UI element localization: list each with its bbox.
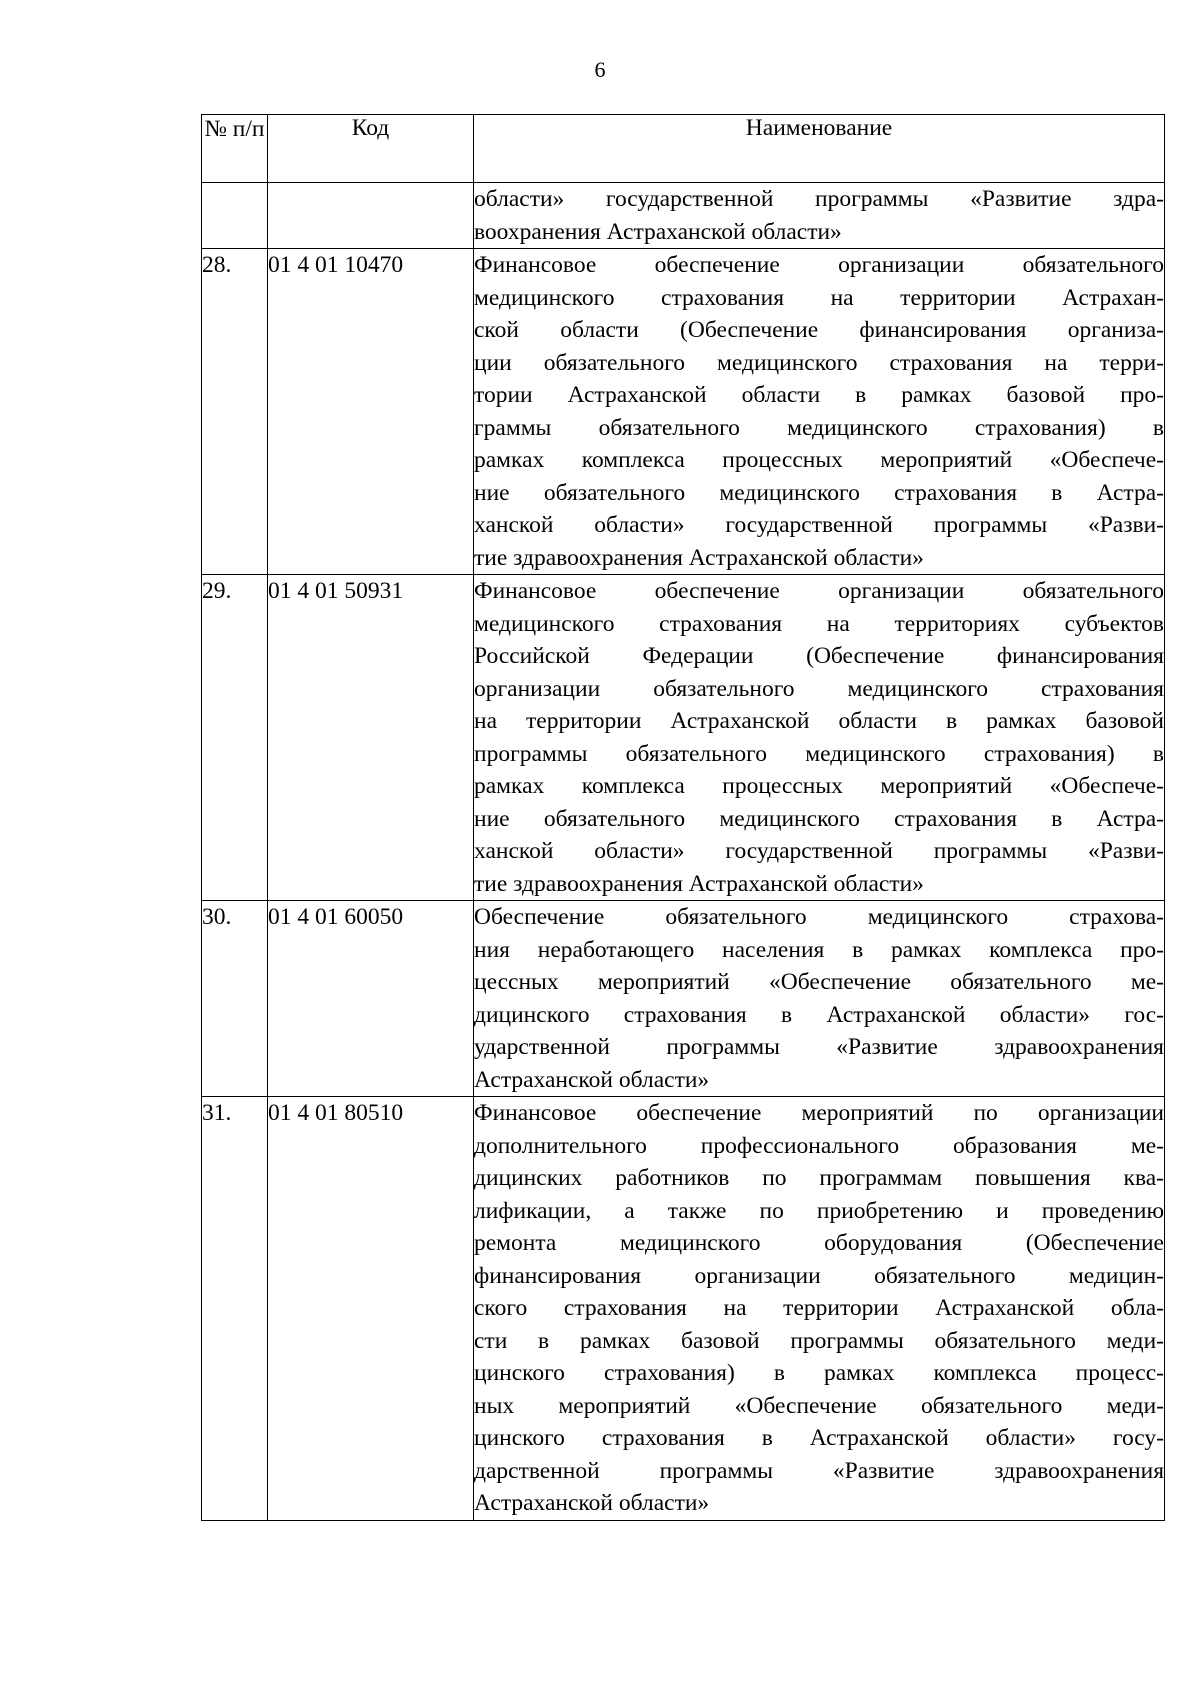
- name-line: ных мероприятий «Обеспечение обязательного меди-: [474, 1392, 1164, 1419]
- row-name: [474, 901, 1165, 1097]
- name-line: цинского страхования в Астраханской области» госу-: [474, 1425, 1164, 1451]
- name-line: лификации, а также по приобретению и проведению: [474, 1197, 1164, 1224]
- name-line: дарственной программы «Развитие здравоохранения: [474, 1457, 1164, 1484]
- header-name: Наименование: [474, 115, 1165, 183]
- row-code: 01 4 01 50931: [268, 575, 474, 901]
- name-line: рамках комплекса процессных мероприятий «Обеспече-: [474, 447, 1164, 473]
- name-line: на территории Астраханской области в рамках базовой: [474, 708, 1164, 734]
- page-number: 6: [594, 57, 606, 82]
- name-line: программы обязательного медицинского страхования) в: [474, 740, 1164, 767]
- name-line: ции обязательного медицинского страхования на терри-: [474, 349, 1164, 376]
- name-line: медицинского страхования на территории Астрахан-: [474, 284, 1164, 311]
- row-code: 01 4 01 10470: [268, 249, 474, 575]
- budget-code-table: [201, 114, 1165, 1521]
- name-line: Российской Федерации (Обеспечение финансирования: [474, 643, 1164, 669]
- row-name: [474, 1097, 1165, 1521]
- name-line: тие здравоохранения Астраханской области»: [474, 544, 924, 571]
- name-line: цинского страхования) в рамках комплекса процесс-: [474, 1360, 1164, 1386]
- row-code: [268, 183, 474, 249]
- name-line: тории Астраханской области в рамках базовой про-: [474, 382, 1164, 408]
- row-number: 28.: [202, 249, 268, 575]
- row-number: [202, 183, 268, 249]
- table-row: [202, 1097, 1165, 1521]
- name-line: цессных мероприятий «Обеспечение обязательного ме-: [474, 969, 1164, 995]
- name-line: граммы обязательного медицинского страхования) в: [474, 414, 1164, 441]
- name-line: финансирования организации обязательного медицин-: [474, 1262, 1164, 1289]
- header-number: [202, 115, 268, 183]
- name-line: ударственной программы «Развитие здравоохранения: [474, 1034, 1164, 1060]
- name-line: Астраханской области»: [474, 1066, 710, 1093]
- table-body: [202, 183, 1165, 1521]
- name-line: медицинского страхования на территориях субъектов: [474, 610, 1164, 637]
- row-name: [474, 183, 1165, 249]
- table-row: [202, 901, 1165, 1097]
- name-line: воохранения Астраханской области»: [474, 218, 842, 245]
- name-line: ние обязательного медицинского страхования в Астра-: [474, 805, 1164, 832]
- header-number-label: № п/п: [204, 116, 265, 142]
- row-number: 31.: [202, 1097, 268, 1521]
- name-line: Финансовое обеспечение организации обязательного: [474, 578, 1164, 604]
- name-line: организации обязательного медицинского страхования: [474, 675, 1164, 702]
- name-line: ние обязательного медицинского страхования в Астра-: [474, 479, 1164, 506]
- row-code: 01 4 01 80510: [268, 1097, 474, 1521]
- row-number: 30.: [202, 901, 268, 1097]
- row-name: [474, 575, 1165, 901]
- name-line: рамках комплекса процессных мероприятий «Обеспече-: [474, 773, 1164, 799]
- name-line: тие здравоохранения Астраханской области»: [474, 870, 924, 897]
- table-row: [202, 183, 1165, 249]
- name-line: ремонта медицинского оборудования (Обеспечение: [474, 1230, 1164, 1256]
- name-line: ской области (Обеспечение финансирования организа-: [474, 317, 1164, 343]
- table-header-row: [202, 115, 1165, 183]
- row-name: [474, 249, 1165, 575]
- table-row: [202, 249, 1165, 575]
- name-line: области» государственной программы «Развитие здра-: [474, 186, 1164, 212]
- header-code: Код: [268, 115, 474, 183]
- name-line: ханской области» государственной программы «Разви-: [474, 838, 1164, 864]
- table-row: [202, 575, 1165, 901]
- name-line: дицинских работников по программам повышения ква-: [474, 1165, 1164, 1191]
- name-line: Обеспечение обязательного медицинского страхова-: [474, 904, 1164, 930]
- name-line: ского страхования на территории Астраханской обла-: [474, 1295, 1164, 1321]
- name-line: ния неработающего населения в рамках комплекса про-: [474, 936, 1164, 963]
- row-code: 01 4 01 60050: [268, 901, 474, 1097]
- name-line: сти в рамках базовой программы обязательного меди-: [474, 1327, 1164, 1354]
- name-line: дополнительного профессионального образования ме-: [474, 1132, 1164, 1159]
- name-line: Финансовое обеспечение организации обязательного: [474, 252, 1164, 278]
- name-line: ханской области» государственной программы «Разви-: [474, 512, 1164, 538]
- name-line: Астраханской области»: [474, 1490, 710, 1516]
- name-line: дицинского страхования в Астраханской области» гос-: [474, 1001, 1164, 1028]
- name-line: Финансовое обеспечение мероприятий по организации: [474, 1100, 1164, 1126]
- row-number: 29.: [202, 575, 268, 901]
